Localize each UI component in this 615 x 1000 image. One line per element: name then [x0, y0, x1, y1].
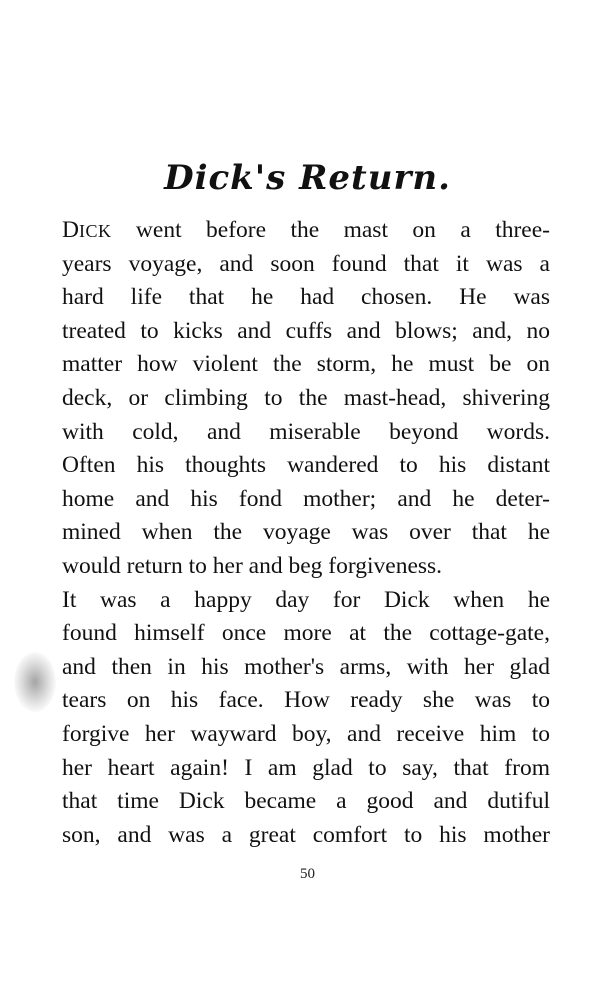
page-number: 50	[300, 866, 315, 882]
text-line: found himself once more at the cottage-gate,	[62, 620, 550, 647]
text-line: Often his thoughts wandered to his distant	[62, 452, 550, 479]
line-rest: went before the mast on a three-	[111, 217, 550, 243]
text-line: deck, or climbing to the mast-head, shivering	[62, 384, 550, 411]
text-line: son, and was a great comfort to his mother	[62, 821, 550, 848]
text-line: hard life that he had chosen. He was	[62, 284, 550, 311]
text-line: that time Dick became a good and dutiful	[62, 788, 550, 815]
text-line: forgive her wayward boy, and receive him to	[62, 720, 550, 747]
body-text	[62, 214, 550, 852]
text-line: with cold, and miserable beyond words.	[62, 418, 550, 445]
smallcaps-word: ICK	[78, 221, 112, 241]
text-line: and then in his mother's arms, with her glad	[62, 653, 550, 680]
text-line: home and his fond mother; and he deter-	[62, 485, 550, 512]
text-line: tears on his face. How ready she was to	[62, 687, 550, 714]
text-line: years voyage, and soon found that it was a	[62, 250, 550, 277]
text-line: would return to her and beg forgiveness.	[62, 552, 443, 579]
text-line: It was a happy day for Dick when he	[62, 586, 550, 613]
text-line: her heart again! I am glad to say, that from	[62, 754, 550, 781]
text-line: treated to kicks and cuffs and blows; and, no	[62, 317, 550, 344]
chapter-title: Dick's Return.	[164, 158, 451, 198]
ink-smudge	[14, 652, 56, 712]
text-line: matter how violent the storm, he must be on	[62, 351, 550, 378]
text-line	[62, 214, 550, 248]
text-line: mined when the voyage was over that he	[62, 519, 550, 546]
dropcap-letter: D	[62, 217, 79, 243]
